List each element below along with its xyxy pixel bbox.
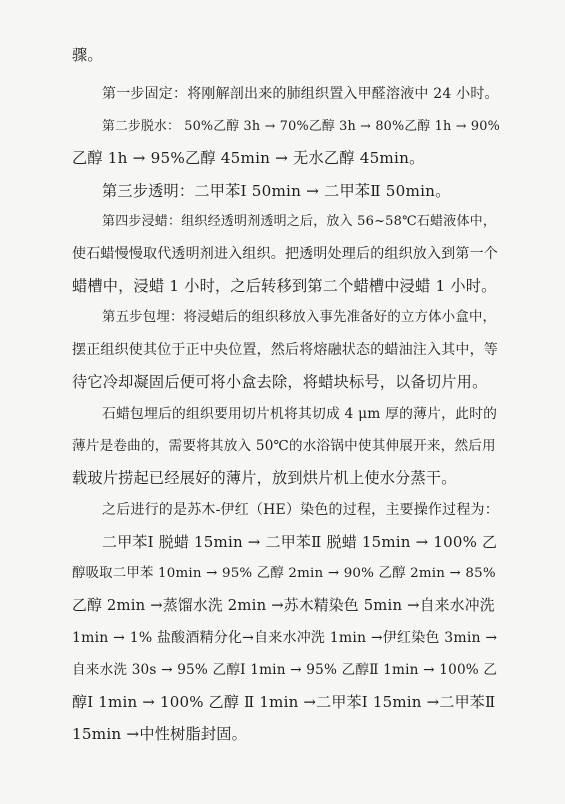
text-line: 第五步包埋：将浸蜡后的组织移放入事先准备好的立方体小盒中， bbox=[102, 310, 497, 325]
text-line: 待它冷却凝固后便可将小盒去除，将蜡块标号，以备切片用。 bbox=[72, 373, 488, 391]
text-line: 蜡槽中，浸蜡 1 小时，之后转移到第二个蜡槽中浸蜡 1 小时。 bbox=[72, 277, 497, 295]
text-line: 第二步脱水： 50%乙醇 3h → 70%乙醇 3h → 80%乙醇 1h → 90% bbox=[102, 119, 500, 134]
text-line: 第一步固定：将刚解剖出来的肺组织置入甲醛溶液中 24 小时。 bbox=[102, 86, 499, 102]
text-line: 醇吸取二甲苯 10min → 95% 乙醇 2min → 90% 乙醇 2min → 85% bbox=[72, 566, 496, 581]
text-line: 薄片是卷曲的，需要将其放入 50℃的水浴锅中使其伸展开来，然后用 bbox=[72, 438, 496, 454]
text-line: 摆正组织使其位于正中央位置，然后将熔融状态的蜡油注入其中，等 bbox=[72, 342, 498, 358]
text-line: 醇Ⅰ 1min → 100% 乙醇 Ⅱ 1min →二甲苯Ⅰ 15min →二甲苯Ⅱ bbox=[72, 693, 496, 711]
text-line: 乙醇 1h → 95%乙醇 45min → 无水乙醇 45min。 bbox=[72, 149, 425, 167]
text-line: 15min →中性树脂封固。 bbox=[72, 725, 248, 743]
text-line: 乙醇 2min →蒸馏水洗 2min →苏木精染色 5min →自来水冲洗 bbox=[72, 597, 495, 614]
text-line: 骤。 bbox=[72, 46, 103, 64]
text-line: 使石蜡慢慢取代透明剂进入组织。把透明处理后的组织放入到第一个 bbox=[72, 246, 498, 262]
text-line: 二甲苯Ⅰ 脱蜡 15min → 二甲苯Ⅱ 脱蜡 15min → 100% 乙 bbox=[102, 533, 498, 551]
text-line: 第四步浸蜡：组织经透明剂透明之后，放入 56~58℃石蜡液体中， bbox=[102, 214, 497, 229]
text-line: 自来水洗 30s → 95% 乙醇Ⅰ 1min → 95% 乙醇Ⅱ 1min → 100% 乙 bbox=[72, 662, 498, 678]
text-line: 第三步透明：二甲苯Ⅰ 50min → 二甲苯Ⅱ 50min。 bbox=[102, 182, 451, 200]
text-line: 1min → 1% 盐酸酒精分化→自来水冲洗 1min →伊红染色 3min → bbox=[72, 630, 498, 646]
text-line: 石蜡包埋后的组织要用切片机将其切成 4 μm 厚的薄片，此时的 bbox=[102, 406, 498, 422]
text-line: 之后进行的是苏木-伊红（HE）染色的过程，主要操作过程为： bbox=[102, 502, 499, 518]
text-line: 载玻片捞起已经展好的薄片，放到烘片机上使水分蒸干。 bbox=[72, 469, 457, 487]
